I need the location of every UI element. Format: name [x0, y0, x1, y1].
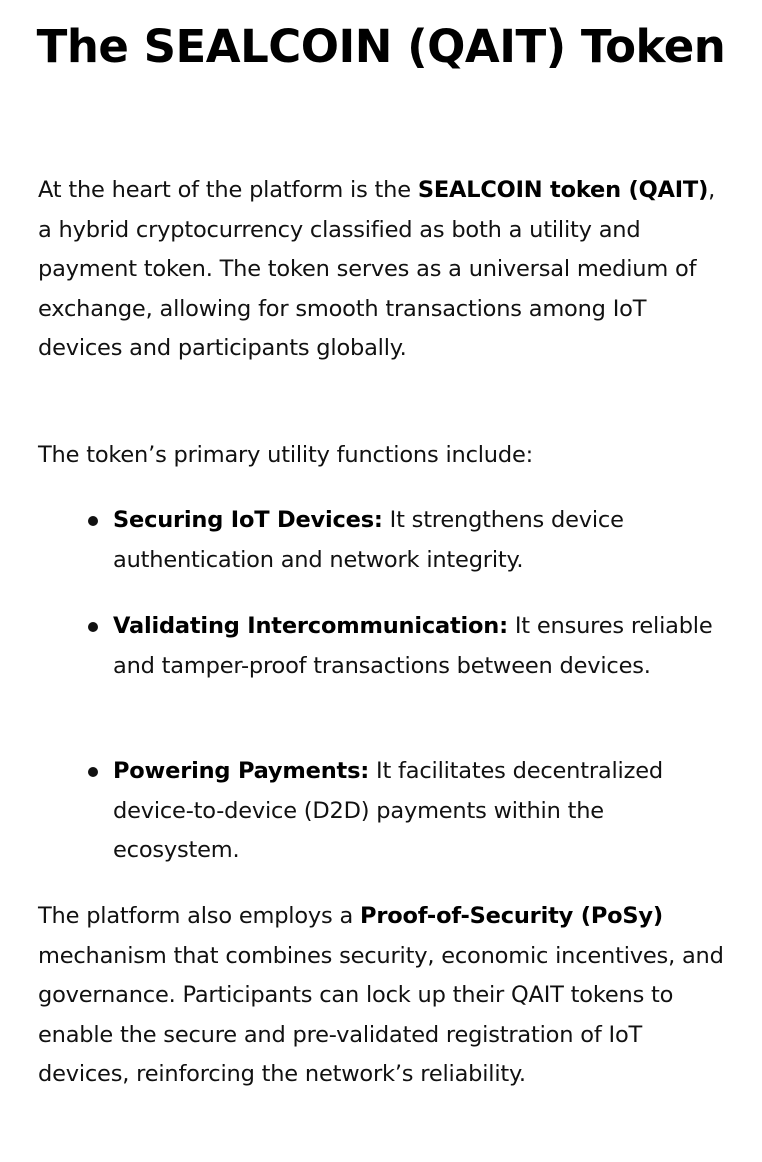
- list-item-text: [113, 501, 726, 580]
- list-item: [86, 752, 726, 871]
- page-title: The SEALCOIN (QAIT) Token: [36, 20, 726, 73]
- posy-paragraph: [38, 897, 728, 1095]
- posy-lead-text: The platform also employs a: [38, 903, 361, 929]
- list-item: [86, 607, 726, 686]
- list-item: [86, 501, 726, 580]
- list-item-body: It facilitates decentralized device-to-device (D2D) payments within the ecosystem.: [113, 758, 663, 864]
- list-item-heading: Validating Intercommunication:: [113, 613, 508, 639]
- posy-rest-text: mechanism that combines security, economic incentives, and governance. Participants can lock up their QAIT tokens to enable the secure and pre-validated registration of IoT devices, reinforcing the network’s reliability.: [38, 942, 724, 1088]
- list-item-text: [113, 607, 726, 686]
- list-item-heading: Powering Payments:: [113, 758, 370, 784]
- functions-intro-paragraph: The token’s primary utility functions include:: [38, 442, 533, 468]
- list-item-heading: Securing IoT Devices:: [113, 507, 383, 533]
- posy-bold-text: Proof-of-Security (PoSy): [360, 903, 663, 929]
- intro-bold-text: SEALCOIN token (QAIT): [417, 177, 709, 203]
- intro-paragraph: [38, 171, 728, 369]
- bullet-icon: [88, 767, 98, 777]
- bullet-icon: [88, 516, 98, 526]
- bullet-icon: [88, 622, 98, 632]
- intro-lead-text: At the heart of the platform is the: [38, 177, 418, 203]
- list-item-body: It strengthens device authentication and network integrity.: [113, 507, 624, 573]
- intro-rest-text: , a hybrid cryptocurrency classified as both a utility and payment token. The token serves as a universal medium of exchange, allowing for smooth transactions among IoT devices and participants globally.: [38, 177, 716, 362]
- list-item-text: [113, 752, 726, 871]
- list-item-body: It ensures reliable and tamper-proof transactions between devices.: [113, 613, 713, 679]
